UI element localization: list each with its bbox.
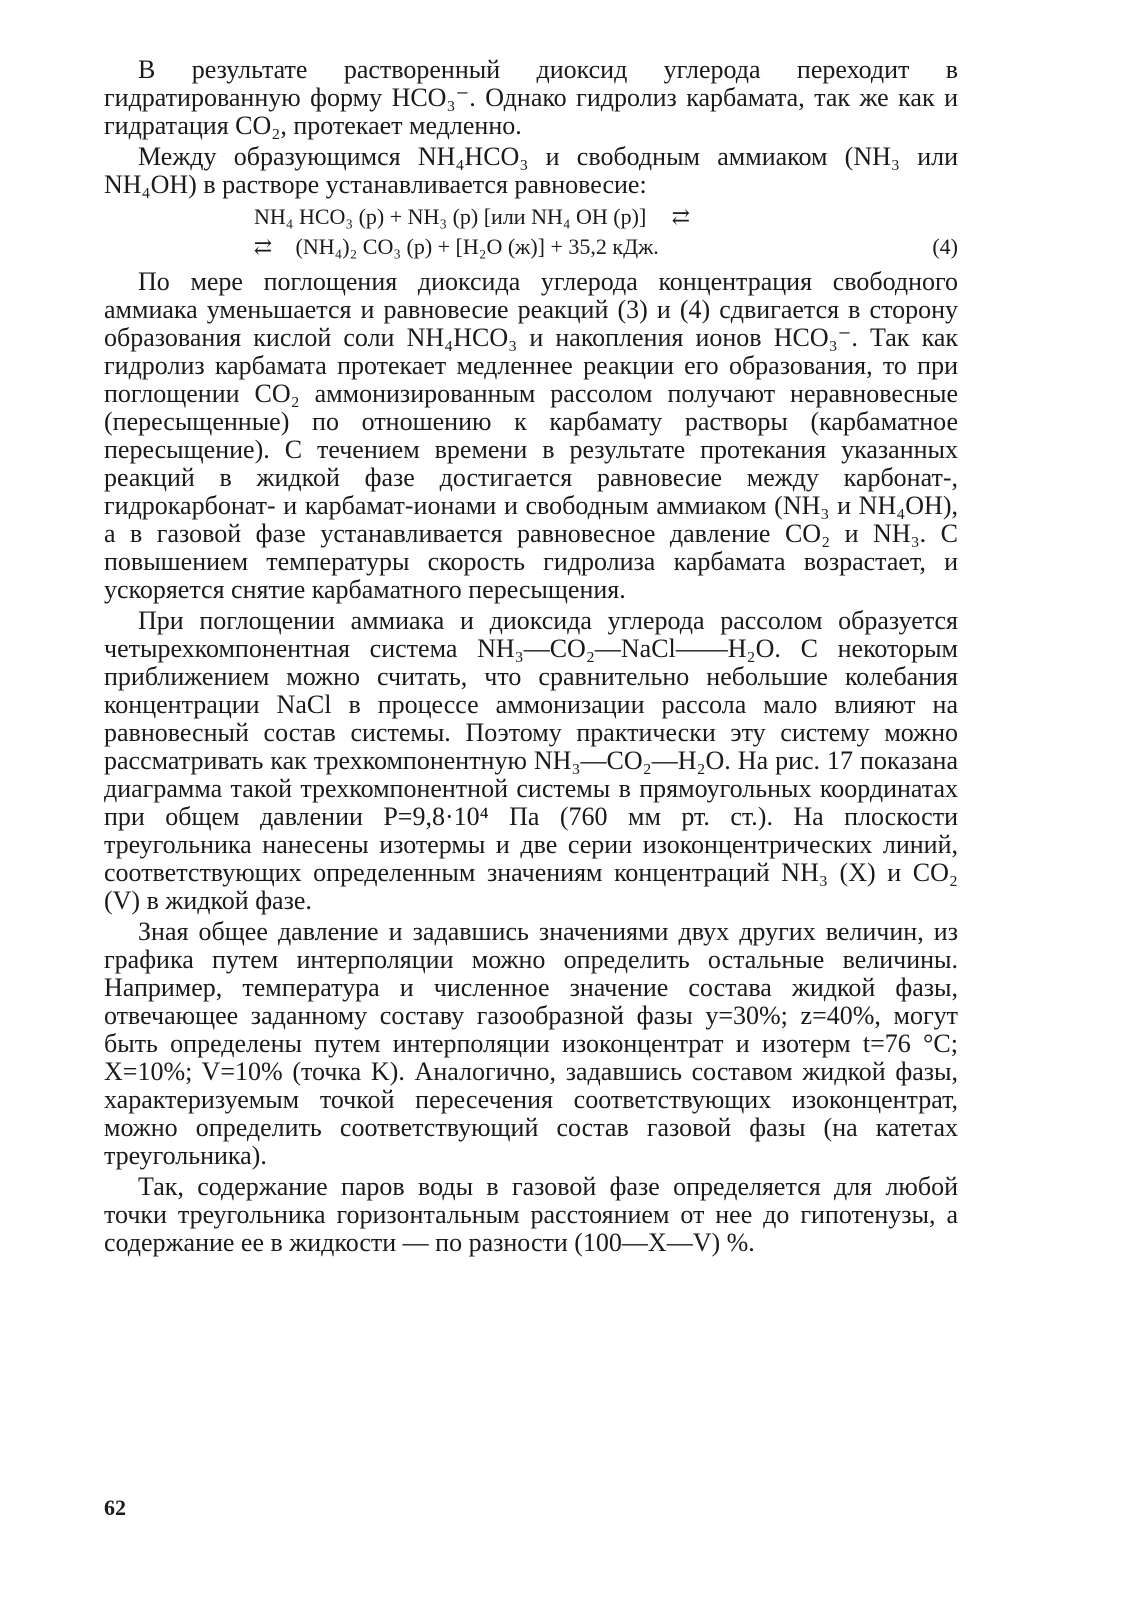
equilibrium-arrows: ⇄ <box>671 204 688 229</box>
equation-line-1 <box>254 202 708 232</box>
paragraph-1: В результате растворенный диоксид углерода переходит в гидратированную форму НСО₃⁻. Однако гидролиз карбамата, так же как и гидратация СО₂, протекает медленно. <box>104 55 958 140</box>
paragraph-5: Зная общее давление и задавшись значениями двух других величин, из графика путем интерполяции можно определить остальные величины. Например, температура и численное значение состава жидкой фазы, отвечающее заданному составу газообразной фазы y=30%; z=40%, могут быть определены путем интерполяции изоконцентрат и изотерм t=76 °C; X=10%; V=10% (точка K). Аналогично, задавшись составом жидкой фазы, характеризуемым точкой пересечения соответствующих изоконцентрат, можно определить соответствующий состав газовой фазы (на катетах треугольника). <box>104 917 958 1170</box>
paragraph-2: Между образующимся NH₄HCO₃ и свободным аммиаком (NH₃ или NH₄OH) в растворе устанавливается равновесие: <box>104 142 958 199</box>
page-number: 62 <box>104 1495 126 1520</box>
equation-number: (4) <box>932 234 958 259</box>
equation-4 <box>104 202 958 264</box>
equation-reactants: NH₄ HCO₃ (р) + NH₃ (р) [или NH₄ OH (р)] <box>254 204 647 229</box>
equation-line-2 <box>234 232 659 262</box>
paragraph-4: При поглощении аммиака и диоксида углерода рассолом образуется четырехкомпонентная система NH₃—CO₂—NaCl——H₂O. С некоторым приближением можно считать, что сравнительно небольшие колебания концентрации NaCl в процессе аммонизации рассола мало влияют на равновесный состав системы. Поэтому практически эту систему можно рассматривать как трехкомпонентную NH₃—CO₂—H₂O. На рис. 17 показана диаграмма такой трехкомпонентной системы в прямоугольных координатах при общем давлении P=9,8·10⁴ Па (760 мм рт. ст.). На плоскости треугольника нанесены изотермы и две серии изоконцентрических линий, соответствующих определенным значениям концентраций NH₃ (X) и CO₂ (V) в жидкой фазе. <box>104 606 958 915</box>
equilibrium-arrows-continued: ⇄ <box>253 234 271 259</box>
equation-products: (NH₄)₂ CO₃ (р) + [H₂O (ж)] + 35,2 кДж. <box>295 234 659 259</box>
paragraph-3: По мере поглощения диоксида углерода концентрация свободного аммиака уменьшается и равновесие реакций (3) и (4) сдвигается в сторону образования кислой соли NH₄HCO₃ и накопления ионов НСО₃⁻. Так как гидролиз карбамата протекает медленнее реакции его образования, то при поглощении CO₂ аммонизированным рассолом получают неравновесные (пересыщенные) по отношению к карбамату растворы (карбаматное пересыщение). С течением времени в результате протекания указанных реакций в жидкой фазе достигается равновесие между карбонат-, гидрокарбонат- и карбамат-ионами и свободным аммиаком (NH₃ и NH₄OH), а в газовой фазе устанавливается равновесное давление CO₂ и NH₃. С повышением температуры скорость гидролиза карбамата возрастает, и ускоряется снятие карбаматного пересыщения. <box>104 267 958 604</box>
paragraph-6: Так, содержание паров воды в газовой фазе определяется для любой точки треугольника горизонтальным расстоянием от нее до гипотенузы, а содержание ее в жидкости — по разности (100—X—V) %. <box>104 1172 958 1257</box>
